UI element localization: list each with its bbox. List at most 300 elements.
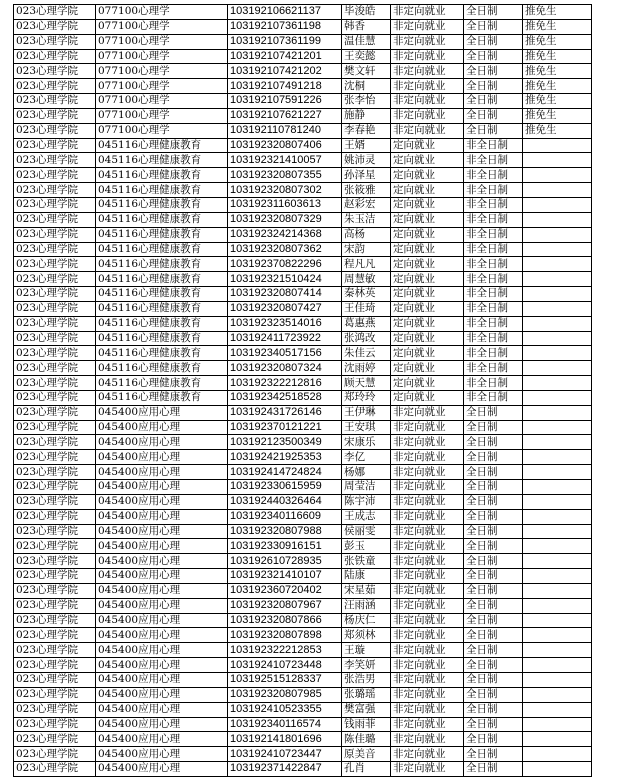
name-cell: 郑须林 [342,628,391,643]
study-mode-cell: 全日制 [464,494,523,509]
remark-cell [523,153,592,168]
name-cell: 孔肖 [342,762,391,777]
college-cell: 023心理学院 [14,509,96,524]
major-cell: 045400应用心理 [96,613,228,628]
table-row [14,183,592,198]
employment-type-cell: 非定向就业 [391,405,464,420]
remark-cell [523,450,592,465]
employment-type-cell: 非定向就业 [391,762,464,777]
employment-type-cell: 非定向就业 [391,524,464,539]
name-cell: 张李怡 [342,94,391,109]
name-cell: 毕浚皓 [342,5,391,20]
major-cell: 045400应用心理 [96,554,228,569]
table-row [14,287,592,302]
name-cell: 王安琪 [342,420,391,435]
study-mode-cell: 全日制 [464,19,523,34]
study-mode-cell: 非全日制 [464,183,523,198]
table-row [14,554,592,569]
remark-cell [523,361,592,376]
major-cell: 077100心理学 [96,64,228,79]
name-cell: 王佳琦 [342,301,391,316]
employment-type-cell: 非定向就业 [391,5,464,20]
employment-type-cell: 非定向就业 [391,450,464,465]
major-cell: 045400应用心理 [96,539,228,554]
exam-id-cell: 103192431726146 [228,405,342,420]
exam-id-cell: 103192320807362 [228,242,342,257]
name-cell: 施静 [342,108,391,123]
name-cell: 宋韵 [342,242,391,257]
remark-cell [523,287,592,302]
college-cell: 023心理学院 [14,762,96,777]
college-cell: 023心理学院 [14,94,96,109]
name-cell: 宋康乐 [342,435,391,450]
table-row [14,257,592,272]
employment-type-cell: 非定向就业 [391,583,464,598]
study-mode-cell: 非全日制 [464,153,523,168]
exam-id-cell: 103192320807898 [228,628,342,643]
remark-cell [523,272,592,287]
exam-id-cell: 103192107491218 [228,79,342,94]
major-cell: 077100心理学 [96,5,228,20]
table-row [14,435,592,450]
name-cell: 程凡凡 [342,257,391,272]
employment-type-cell: 定向就业 [391,212,464,227]
college-cell: 023心理学院 [14,524,96,539]
major-cell: 045400应用心理 [96,569,228,584]
name-cell: 沈桐 [342,79,391,94]
study-mode-cell: 全日制 [464,94,523,109]
name-cell: 王璇 [342,643,391,658]
remark-cell [523,732,592,747]
major-cell: 077100心理学 [96,34,228,49]
major-cell: 045116心理健康教育 [96,153,228,168]
study-mode-cell: 全日制 [464,465,523,480]
major-cell: 045116心理健康教育 [96,301,228,316]
name-cell: 张浩男 [342,672,391,687]
name-cell: 樊文轩 [342,64,391,79]
college-cell: 023心理学院 [14,361,96,376]
study-mode-cell: 非全日制 [464,301,523,316]
remark-cell [523,183,592,198]
name-cell: 葛惠燕 [342,316,391,331]
remark-cell [523,658,592,673]
name-cell: 郑玲玲 [342,390,391,405]
exam-id-cell: 103192311603613 [228,197,342,212]
study-mode-cell: 非全日制 [464,212,523,227]
exam-id-cell: 103192320807355 [228,168,342,183]
table-row [14,732,592,747]
table-row [14,643,592,658]
employment-type-cell: 非定向就业 [391,64,464,79]
study-mode-cell: 全日制 [464,34,523,49]
name-cell: 张铁童 [342,554,391,569]
major-cell: 077100心理学 [96,49,228,64]
college-cell: 023心理学院 [14,123,96,138]
remark-cell: 推免生 [523,5,592,20]
study-mode-cell: 全日制 [464,672,523,687]
study-mode-cell: 全日制 [464,687,523,702]
study-mode-cell: 全日制 [464,658,523,673]
remark-cell [523,480,592,495]
exam-id-cell: 103192340116609 [228,509,342,524]
study-mode-cell: 全日制 [464,569,523,584]
table-row [14,509,592,524]
remark-cell: 推免生 [523,123,592,138]
name-cell: 王伊琳 [342,405,391,420]
name-cell: 汪雨涵 [342,598,391,613]
name-cell: 王成志 [342,509,391,524]
study-mode-cell: 非全日制 [464,138,523,153]
remark-cell [523,672,592,687]
exam-id-cell: 103192320807329 [228,212,342,227]
college-cell: 023心理学院 [14,554,96,569]
table-row [14,420,592,435]
name-cell: 周莹洁 [342,480,391,495]
name-cell: 侯丽雯 [342,524,391,539]
college-cell: 023心理学院 [14,227,96,242]
college-cell: 023心理学院 [14,5,96,20]
table-row [14,390,592,405]
study-mode-cell: 全日制 [464,49,523,64]
remark-cell [523,702,592,717]
employment-type-cell: 非定向就业 [391,658,464,673]
remark-cell [523,509,592,524]
study-mode-cell: 全日制 [464,613,523,628]
remark-cell [523,197,592,212]
college-cell: 023心理学院 [14,212,96,227]
college-cell: 023心理学院 [14,717,96,732]
college-cell: 023心理学院 [14,168,96,183]
name-cell: 杨娜 [342,465,391,480]
college-cell: 023心理学院 [14,153,96,168]
exam-id-cell: 103192370121221 [228,420,342,435]
remark-cell: 推免生 [523,94,592,109]
exam-id-cell: 103192106621137 [228,5,342,20]
table-row [14,717,592,732]
exam-id-cell: 103192107421202 [228,64,342,79]
name-cell: 杨庆仁 [342,613,391,628]
employment-type-cell: 非定向就业 [391,554,464,569]
study-mode-cell: 非全日制 [464,272,523,287]
exam-id-cell: 103192410523355 [228,702,342,717]
study-mode-cell: 全日制 [464,509,523,524]
study-mode-cell: 全日制 [464,762,523,777]
exam-id-cell: 103192322212853 [228,643,342,658]
major-cell: 045400应用心理 [96,702,228,717]
name-cell: 孙泽星 [342,168,391,183]
admission-list-body [14,5,592,777]
table-row [14,94,592,109]
exam-id-cell: 103192610728935 [228,554,342,569]
major-cell: 045116心理健康教育 [96,346,228,361]
table-row [14,19,592,34]
college-cell: 023心理学院 [14,539,96,554]
name-cell: 顾天慧 [342,376,391,391]
table-row [14,242,592,257]
remark-cell [523,465,592,480]
exam-id-cell: 103192360720402 [228,583,342,598]
remark-cell [523,613,592,628]
employment-type-cell: 非定向就业 [391,672,464,687]
employment-type-cell: 非定向就业 [391,465,464,480]
employment-type-cell: 非定向就业 [391,628,464,643]
name-cell: 高杨 [342,227,391,242]
study-mode-cell: 全日制 [464,628,523,643]
name-cell: 温佳慧 [342,34,391,49]
table-row [14,405,592,420]
table-row [14,301,592,316]
table-row [14,747,592,762]
study-mode-cell: 全日制 [464,598,523,613]
remark-cell [523,554,592,569]
remark-cell [523,316,592,331]
exam-id-cell: 103192320807985 [228,687,342,702]
name-cell: 朱佳云 [342,346,391,361]
employment-type-cell: 定向就业 [391,257,464,272]
employment-type-cell: 非定向就业 [391,613,464,628]
table-row [14,583,592,598]
employment-type-cell: 定向就业 [391,316,464,331]
table-row [14,539,592,554]
exam-id-cell: 103192324214368 [228,227,342,242]
name-cell: 沈雨婷 [342,361,391,376]
table-row [14,613,592,628]
major-cell: 045400应用心理 [96,762,228,777]
college-cell: 023心理学院 [14,316,96,331]
college-cell: 023心理学院 [14,331,96,346]
table-row [14,79,592,94]
employment-type-cell: 非定向就业 [391,49,464,64]
table-row [14,687,592,702]
major-cell: 077100心理学 [96,79,228,94]
college-cell: 023心理学院 [14,702,96,717]
remark-cell [523,524,592,539]
table-row [14,153,592,168]
exam-id-cell: 103192107621227 [228,108,342,123]
employment-type-cell: 非定向就业 [391,717,464,732]
admission-list-table [13,4,592,777]
exam-id-cell: 103192320807324 [228,361,342,376]
remark-cell [523,435,592,450]
remark-cell: 推免生 [523,79,592,94]
study-mode-cell: 全日制 [464,747,523,762]
college-cell: 023心理学院 [14,435,96,450]
college-cell: 023心理学院 [14,687,96,702]
major-cell: 045400应用心理 [96,435,228,450]
remark-cell [523,168,592,183]
remark-cell [523,643,592,658]
exam-id-cell: 103192321510424 [228,272,342,287]
name-cell: 原美音 [342,747,391,762]
college-cell: 023心理学院 [14,19,96,34]
college-cell: 023心理学院 [14,287,96,302]
name-cell: 赵彩宏 [342,197,391,212]
employment-type-cell: 定向就业 [391,390,464,405]
major-cell: 045400应用心理 [96,672,228,687]
study-mode-cell: 全日制 [464,405,523,420]
college-cell: 023心理学院 [14,583,96,598]
employment-type-cell: 定向就业 [391,242,464,257]
exam-id-cell: 103192330615959 [228,480,342,495]
remark-cell: 推免生 [523,34,592,49]
study-mode-cell: 全日制 [464,732,523,747]
study-mode-cell: 全日制 [464,64,523,79]
table-row [14,628,592,643]
remark-cell [523,569,592,584]
employment-type-cell: 非定向就业 [391,687,464,702]
exam-id-cell: 103192414724824 [228,465,342,480]
major-cell: 045116心理健康教育 [96,168,228,183]
study-mode-cell: 非全日制 [464,287,523,302]
remark-cell [523,598,592,613]
exam-id-cell: 103192370822296 [228,257,342,272]
study-mode-cell: 全日制 [464,702,523,717]
major-cell: 045400应用心理 [96,643,228,658]
table-row [14,702,592,717]
employment-type-cell: 非定向就业 [391,34,464,49]
college-cell: 023心理学院 [14,138,96,153]
remark-cell: 推免生 [523,49,592,64]
name-cell: 李笑妍 [342,658,391,673]
study-mode-cell: 非全日制 [464,257,523,272]
exam-id-cell: 103192342518528 [228,390,342,405]
study-mode-cell: 非全日制 [464,346,523,361]
name-cell: 李亿 [342,450,391,465]
remark-cell [523,762,592,777]
exam-id-cell: 103192340517156 [228,346,342,361]
college-cell: 023心理学院 [14,79,96,94]
major-cell: 045116心理健康教育 [96,212,228,227]
employment-type-cell: 非定向就业 [391,19,464,34]
table-row [14,197,592,212]
study-mode-cell: 非全日制 [464,376,523,391]
college-cell: 023心理学院 [14,747,96,762]
major-cell: 045400应用心理 [96,524,228,539]
employment-type-cell: 非定向就业 [391,435,464,450]
study-mode-cell: 全日制 [464,643,523,658]
employment-type-cell: 非定向就业 [391,702,464,717]
major-cell: 045400应用心理 [96,420,228,435]
major-cell: 045116心理健康教育 [96,227,228,242]
exam-id-cell: 103192320807414 [228,287,342,302]
table-row [14,361,592,376]
employment-type-cell: 定向就业 [391,227,464,242]
exam-id-cell: 103192107361199 [228,34,342,49]
major-cell: 077100心理学 [96,108,228,123]
employment-type-cell: 定向就业 [391,287,464,302]
study-mode-cell: 全日制 [464,420,523,435]
exam-id-cell: 103192107361198 [228,19,342,34]
exam-id-cell: 103192321410057 [228,153,342,168]
employment-type-cell: 定向就业 [391,138,464,153]
major-cell: 045116心理健康教育 [96,272,228,287]
table-row [14,331,592,346]
employment-type-cell: 定向就业 [391,361,464,376]
name-cell: 李春艳 [342,123,391,138]
employment-type-cell: 定向就业 [391,346,464,361]
major-cell: 045400应用心理 [96,747,228,762]
exam-id-cell: 103192320807866 [228,613,342,628]
major-cell: 045116心理健康教育 [96,331,228,346]
table-row [14,376,592,391]
college-cell: 023心理学院 [14,420,96,435]
table-row [14,5,592,20]
major-cell: 045400应用心理 [96,583,228,598]
name-cell: 樊富强 [342,702,391,717]
college-cell: 023心理学院 [14,390,96,405]
remark-cell [523,138,592,153]
major-cell: 045116心理健康教育 [96,242,228,257]
remark-cell: 推免生 [523,64,592,79]
name-cell: 彭玉 [342,539,391,554]
remark-cell [523,390,592,405]
employment-type-cell: 定向就业 [391,153,464,168]
name-cell: 王婿 [342,138,391,153]
remark-cell [523,376,592,391]
remark-cell [523,420,592,435]
name-cell: 陈佳璐 [342,732,391,747]
study-mode-cell: 非全日制 [464,168,523,183]
employment-type-cell: 非定向就业 [391,643,464,658]
study-mode-cell: 非全日制 [464,227,523,242]
name-cell: 张璐瑶 [342,687,391,702]
study-mode-cell: 全日制 [464,583,523,598]
exam-id-cell: 103192323514016 [228,316,342,331]
major-cell: 045400应用心理 [96,480,228,495]
major-cell: 045116心理健康教育 [96,376,228,391]
college-cell: 023心理学院 [14,108,96,123]
major-cell: 045400应用心理 [96,494,228,509]
major-cell: 077100心理学 [96,94,228,109]
study-mode-cell: 非全日制 [464,361,523,376]
exam-id-cell: 103192141801696 [228,732,342,747]
exam-id-cell: 103192107421201 [228,49,342,64]
remark-cell [523,212,592,227]
major-cell: 045116心理健康教育 [96,390,228,405]
exam-id-cell: 103192110781240 [228,123,342,138]
study-mode-cell: 全日制 [464,108,523,123]
major-cell: 045116心理健康教育 [96,361,228,376]
remark-cell: 推免生 [523,108,592,123]
study-mode-cell: 全日制 [464,554,523,569]
table-row [14,465,592,480]
table-row [14,480,592,495]
major-cell: 045400应用心理 [96,717,228,732]
table-row [14,49,592,64]
table-row [14,108,592,123]
study-mode-cell: 全日制 [464,123,523,138]
study-mode-cell: 全日制 [464,539,523,554]
table-row [14,672,592,687]
college-cell: 023心理学院 [14,405,96,420]
name-cell: 姚沛灵 [342,153,391,168]
major-cell: 045400应用心理 [96,687,228,702]
table-row [14,272,592,287]
college-cell: 023心理学院 [14,628,96,643]
major-cell: 045116心理健康教育 [96,316,228,331]
employment-type-cell: 定向就业 [391,183,464,198]
name-cell: 韩香 [342,19,391,34]
major-cell: 045400应用心理 [96,405,228,420]
exam-id-cell: 103192320807967 [228,598,342,613]
major-cell: 045400应用心理 [96,658,228,673]
exam-id-cell: 103192320807988 [228,524,342,539]
name-cell: 陆康 [342,569,391,584]
study-mode-cell: 全日制 [464,524,523,539]
remark-cell [523,717,592,732]
name-cell: 陈宇沛 [342,494,391,509]
table-row [14,64,592,79]
